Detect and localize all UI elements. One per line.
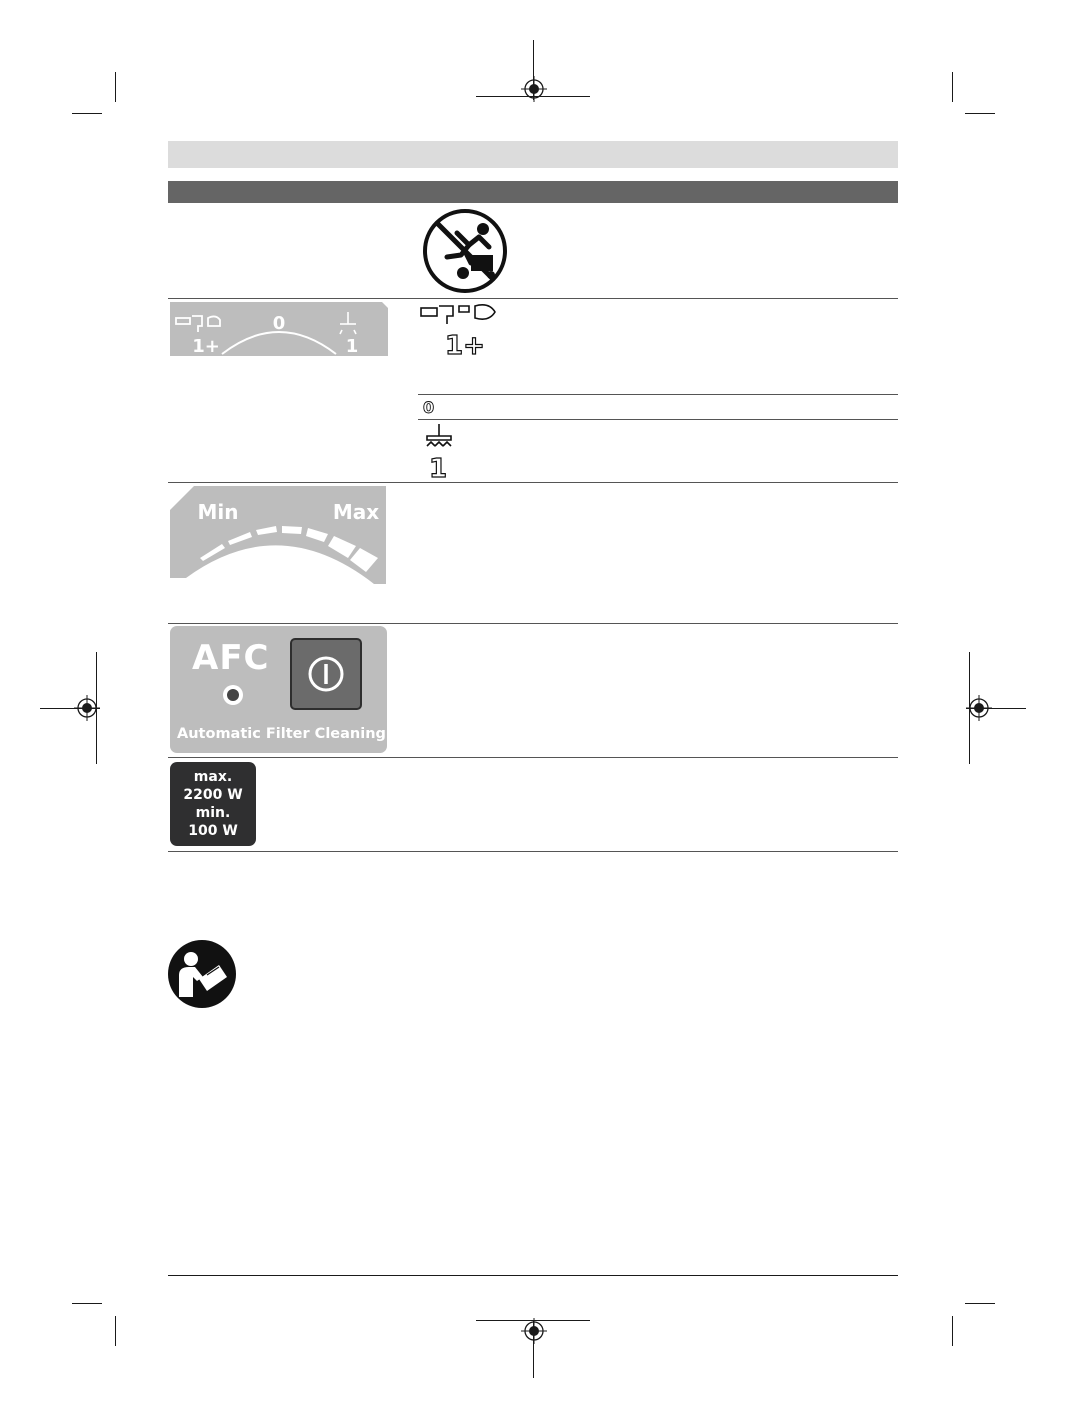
registration-target-icon [521, 1318, 547, 1344]
footer-rule [168, 1275, 898, 1276]
power-icon [292, 640, 360, 708]
afc-power-button[interactable] [290, 638, 362, 710]
legend-1plus-text: 1+ [445, 331, 485, 358]
mode-selector-panel [170, 302, 388, 356]
mode-1-legend-icon [421, 422, 461, 480]
registration-target-icon [521, 76, 547, 102]
afc-caption: Automatic Filter Cleaning [177, 726, 386, 742]
afc-indicator-light-icon [221, 683, 245, 707]
mode-zero-label: 0 [272, 313, 286, 334]
header-bar-light [168, 141, 898, 168]
suction-power-panel [170, 486, 388, 586]
suction-max-label: Max [332, 500, 380, 524]
read-manual-icon [167, 939, 237, 1009]
mode-1plus-legend-icon [419, 302, 499, 358]
svg-text:1: 1 [429, 454, 448, 480]
row-divider [168, 623, 898, 624]
table-header-bar [168, 181, 898, 203]
power-min-value: 100 W [188, 823, 238, 839]
power-min-label: min. [195, 805, 231, 821]
row-divider [168, 298, 898, 299]
power-rating-badge [170, 762, 256, 846]
registration-target-icon [966, 695, 992, 721]
mode-1plus-label: 1+ [192, 336, 220, 356]
row-divider [418, 394, 898, 395]
power-max-value: 2200 W [183, 787, 243, 803]
no-climbing-icon [421, 207, 509, 295]
afc-title: AFC [192, 638, 270, 678]
row-divider [168, 482, 898, 483]
svg-text:0: 0 [423, 398, 435, 417]
row-divider [418, 419, 898, 420]
suction-min-label: Min [197, 500, 239, 524]
row-divider [168, 851, 898, 852]
power-max-label: max. [193, 769, 233, 785]
afc-panel [170, 626, 387, 753]
mode-1-label: 1 [345, 336, 359, 356]
row-divider [168, 757, 898, 758]
mode-0-legend-icon [421, 397, 437, 417]
registration-target-icon [74, 695, 100, 721]
